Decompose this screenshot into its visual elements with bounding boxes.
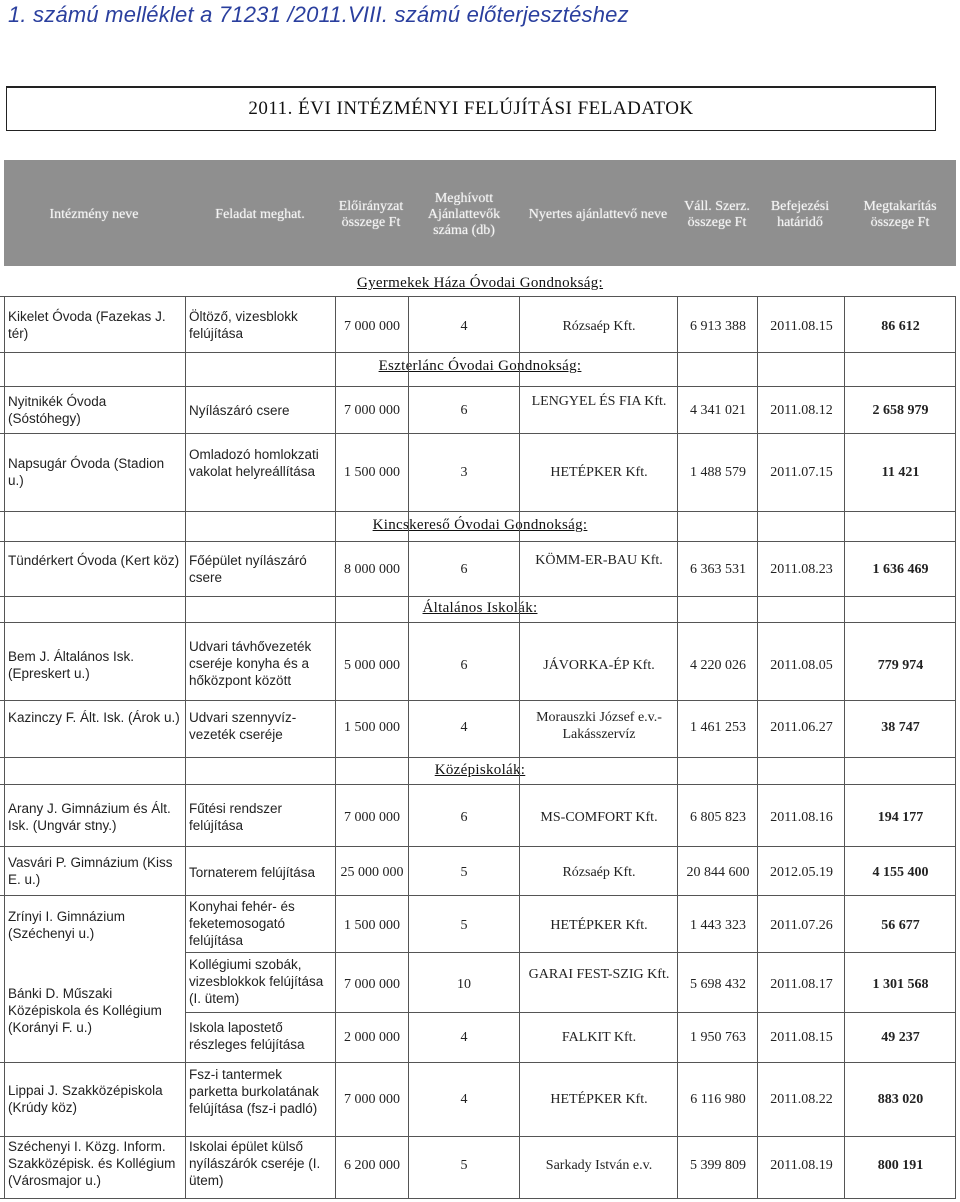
cell-saving: 11 421 [881, 465, 920, 480]
section-title: Kincskereső Óvodai Gondnokság: [372, 517, 588, 533]
column-header-institution: Intézmény neve [49, 207, 139, 222]
table-title: 2011. ÉVI INTÉZMÉNYI FELÚJÍTÁSI FELADATOK [6, 86, 936, 131]
cell-institution: Tündérkert Óvoda (Kert köz) [8, 553, 180, 568]
cell-saving: 4 155 400 [872, 865, 929, 880]
cell-saving: 1 636 469 [872, 562, 929, 577]
column-header-deadline: Befejezési határidő [770, 199, 830, 230]
cell-task: Tornaterem felújítása [189, 865, 316, 880]
cell-deadline: 2011.08.23 [770, 562, 833, 577]
cell-budget: 7 000 000 [344, 810, 400, 825]
cell-saving: 194 177 [877, 810, 924, 825]
cell-contract: 1 950 763 [690, 1030, 746, 1045]
cell-contract: 6 363 531 [690, 562, 746, 577]
cell-institution: Napsugár Óvoda (Stadion u.) [8, 456, 165, 488]
cell-bidders: 5 [460, 918, 468, 933]
cell-budget: 1 500 000 [344, 465, 400, 480]
cell-budget: 1 500 000 [344, 720, 400, 735]
cell-institution: Kazinczy F. Ált. Isk. (Árok u.) [8, 710, 180, 725]
cell-budget: 25 000 000 [340, 865, 404, 880]
column-header-contract: Váll. Szerz. összege Ft [684, 199, 750, 230]
cell-task: Öltöző, vizesblokk felújítása [189, 309, 298, 341]
cell-task: Fűtési rendszer felújítása [189, 801, 283, 833]
cell-winner: KÖMM-ER-BAU Kft. [535, 553, 663, 568]
cell-institution: Széchenyi I. Közg. Inform. Szakközépisk. és Kollégium (Városmajor u.) [8, 1139, 176, 1188]
cell-bidders: 4 [460, 1030, 468, 1045]
cell-deadline: 2011.08.17 [770, 977, 833, 992]
cell-contract: 5 698 432 [690, 977, 746, 992]
cell-contract: 6 805 823 [690, 810, 746, 825]
cell-task: Konyhai fehér- és feketemosogató felújítása [189, 899, 295, 948]
cell-bidders: 5 [460, 865, 468, 880]
cell-budget: 7 000 000 [344, 319, 400, 334]
cell-deadline: 2011.08.19 [770, 1158, 833, 1173]
cell-deadline: 2011.08.12 [770, 403, 833, 418]
cell-contract: 1 461 253 [690, 720, 746, 735]
cell-contract: 6 913 388 [690, 319, 746, 334]
cell-deadline: 2011.06.27 [770, 720, 833, 735]
cell-bidders: 4 [460, 1092, 468, 1107]
cell-task: Iskola lapostető részleges felújítása [189, 1020, 305, 1052]
cell-winner: FALKIT Kft. [561, 1030, 637, 1045]
cell-saving: 779 974 [877, 658, 924, 673]
cell-winner: Rózsaép Kft. [562, 865, 636, 880]
cell-institution: Vasvári P. Gimnázium (Kiss E. u.) [8, 855, 173, 887]
cell-winner: JÁVORKA-ÉP Kft. [543, 658, 655, 673]
cell-budget: 8 000 000 [344, 562, 400, 577]
cell-saving: 800 191 [877, 1158, 924, 1173]
cell-winner: GARAI FEST-SZIG Kft. [528, 967, 670, 982]
column-header-saving: Megtakarítás összege Ft [863, 199, 937, 230]
cell-bidders: 6 [460, 403, 468, 418]
cell-saving: 2 658 979 [872, 403, 929, 418]
cell-institution: Zrínyi I. Gimnázium (Széchenyi u.) [8, 909, 126, 941]
cell-budget: 7 000 000 [344, 977, 400, 992]
cell-budget: 6 200 000 [344, 1158, 400, 1173]
cell-winner: Sarkady István e.v. [545, 1158, 653, 1173]
cell-saving: 49 237 [881, 1030, 920, 1045]
cell-budget: 7 000 000 [344, 403, 400, 418]
cell-bidders: 6 [460, 562, 468, 577]
cell-saving: 1 301 568 [872, 977, 929, 992]
cell-budget: 7 000 000 [344, 1092, 400, 1107]
cell-deadline: 2011.08.22 [770, 1092, 833, 1107]
cell-task: Omladozó homlokzati vakolat helyreállítása [189, 447, 319, 479]
cell-task: Főépület nyílászáró csere [189, 553, 307, 585]
column-header-bidders: Meghívott Ajánlattevők száma (db) [427, 191, 501, 238]
cell-budget: 1 500 000 [344, 918, 400, 933]
cell-budget: 5 000 000 [344, 658, 400, 673]
cell-winner: Morauszki József e.v.-Lakásszervíz [536, 710, 662, 742]
cell-institution: Lippai J. Szakközépiskola (Krúdy köz) [8, 1083, 163, 1115]
cell-task: Udvari szennyvíz-vezeték cseréje [189, 710, 297, 742]
cell-budget: 2 000 000 [344, 1030, 400, 1045]
cell-deadline: 2011.08.15 [770, 1030, 833, 1045]
cell-winner: HETÉPKER Kft. [550, 465, 648, 480]
cell-bidders: 3 [460, 465, 468, 480]
cell-winner: Rózsaép Kft. [562, 319, 636, 334]
cell-institution: Arany J. Gimnázium és Ált. Isk. (Ungvár stny.) [8, 801, 171, 833]
cell-institution: Bem J. Általános Isk. (Epreskert u.) [8, 649, 135, 681]
cell-task: Fsz-i tantermek parketta burkolatának felújítása (fsz-i padló) [189, 1067, 319, 1116]
cell-deadline: 2011.07.26 [770, 918, 833, 933]
cell-winner: MS-COMFORT Kft. [540, 810, 658, 825]
cell-deadline: 2012.05.19 [770, 865, 833, 880]
cell-bidders: 6 [460, 810, 468, 825]
cell-contract: 4 220 026 [690, 658, 746, 673]
cell-contract: 1 488 579 [690, 465, 746, 480]
cell-task: Nyílászáró csere [189, 403, 290, 418]
cell-deadline: 2011.08.15 [770, 319, 833, 334]
section-title: Gyermekek Háza Óvodai Gondnokság: [356, 275, 604, 291]
cell-bidders: 10 [457, 977, 471, 992]
cell-saving: 86 612 [881, 319, 920, 334]
cell-winner: HETÉPKER Kft. [550, 918, 648, 933]
cell-contract: 1 443 323 [690, 918, 746, 933]
cell-saving: 56 677 [881, 918, 920, 933]
cell-bidders: 4 [460, 319, 468, 334]
section-title: Általános Iskolák: [422, 600, 538, 616]
cell-institution: Nyitnikék Óvoda (Sóstóhegy) [8, 394, 107, 426]
cell-contract: 4 341 021 [690, 403, 746, 418]
cell-contract: 5 399 809 [690, 1158, 746, 1173]
cell-deadline: 2011.08.16 [770, 810, 833, 825]
cell-bidders: 5 [460, 1158, 468, 1173]
section-title: Eszterlánc Óvodai Gondnokság: [378, 358, 582, 374]
cell-task: Kollégiumi szobák, vizesblokkok felújítása (I. ütem) [189, 957, 324, 1006]
cell-bidders: 4 [460, 720, 468, 735]
cell-winner: LENGYEL ÉS FIA Kft. [531, 394, 667, 409]
cell-task: Iskolai épület külső nyílászárók cseréje (I. ütem) [189, 1139, 321, 1188]
document-header: 1. számú melléklet a 71231 /2011.VIII. számú előterjesztéshez [8, 2, 629, 27]
section-title: Középiskolák: [434, 762, 526, 778]
column-header-winner: Nyertes ajánlattevő neve [528, 207, 668, 222]
cell-deadline: 2011.08.05 [770, 658, 833, 673]
cell-contract: 20 844 600 [686, 865, 750, 880]
cell-institution: Kikelet Óvoda (Fazekas J. tér) [8, 309, 166, 341]
column-header-task: Feladat meghat. [215, 207, 305, 222]
cell-bidders: 6 [460, 658, 468, 673]
column-header-budget: Előirányzat összege Ft [338, 199, 404, 230]
cell-deadline: 2011.07.15 [770, 465, 833, 480]
cell-saving: 38 747 [881, 720, 920, 735]
cell-task: Udvari távhővezeték cseréje konyha és a hőközpont között [189, 639, 312, 688]
cell-winner: HETÉPKER Kft. [550, 1092, 648, 1107]
cell-saving: 883 020 [877, 1092, 924, 1107]
cell-contract: 6 116 980 [690, 1092, 746, 1107]
cell-institution: Bánki D. Műszaki Középiskola és Kollégium (Korányi F. u.) [8, 986, 162, 1035]
